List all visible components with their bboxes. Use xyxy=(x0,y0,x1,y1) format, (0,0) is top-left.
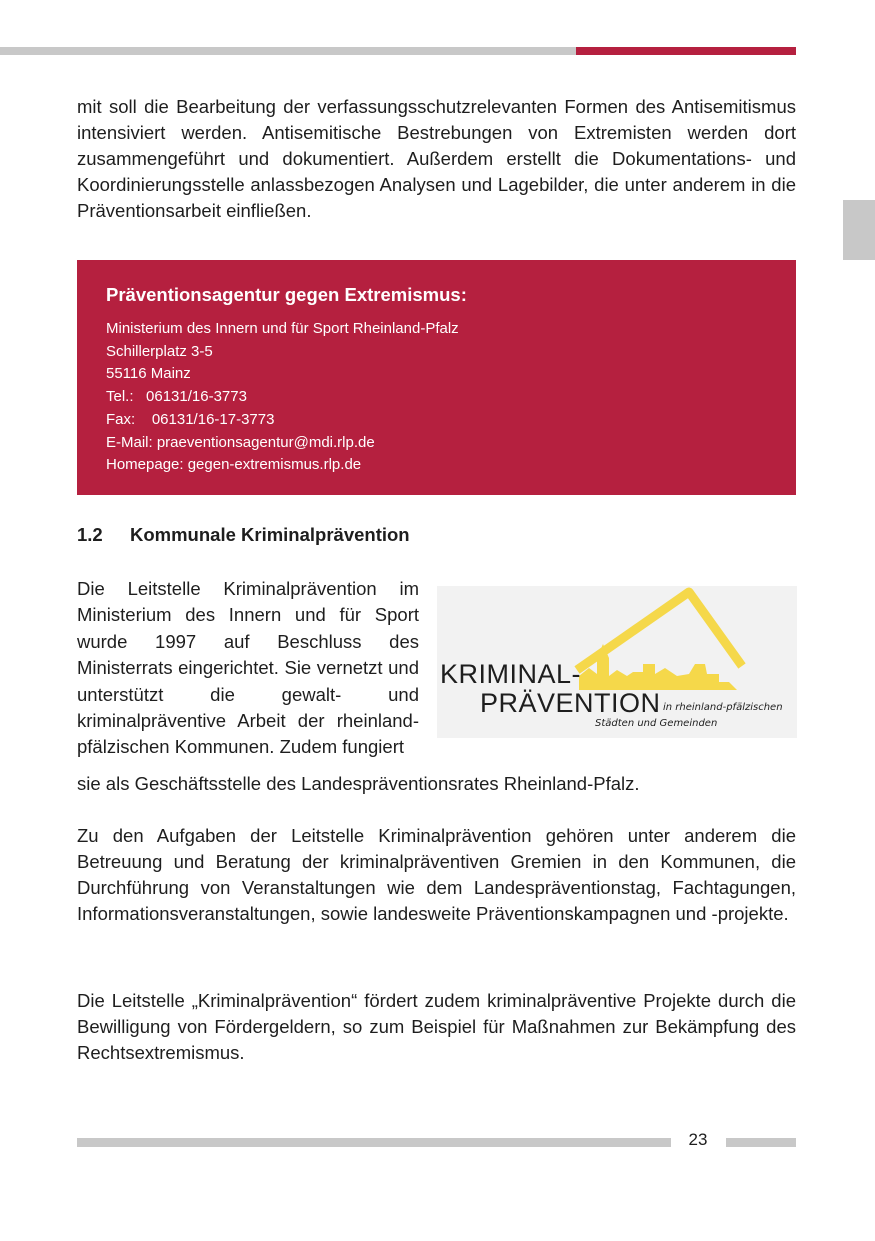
header-rule-red xyxy=(576,47,796,55)
contact-city: 55116 Mainz xyxy=(106,365,191,383)
leitstelle-paragraph: Die Leitstelle Kriminalprävention im Ministerium des Innern und für Sport wurde 1997 auf Beschluss des Ministerrats eingerichtet. Sie vernetzt und unterstützt die gewalt- und kriminalpräventive Arbeit der rheinland-pfälzischen Kommunen. Zudem fungiert xyxy=(77,578,419,758)
contact-email[interactable]: E-Mail: praeventionsagentur@mdi.rlp.de xyxy=(106,433,375,451)
logo-word-praevention: PRÄVENTION xyxy=(480,688,661,718)
leitstelle-paragraph-tail: sie als Geschäftsstelle des Landespräventionsrates Rheinland-Pfalz. xyxy=(77,773,640,794)
kriminalpraevention-logo xyxy=(437,586,797,738)
page-number: 23 xyxy=(688,1130,708,1149)
logo-word-kriminal: KRIMINAL- xyxy=(440,659,582,689)
contact-homepage[interactable]: Homepage: gegen-extremismus.rlp.de xyxy=(106,456,362,474)
contact-fax: Fax: 06131/16-17-3773 xyxy=(106,410,275,428)
logo-subtitle-2: Städten und Gemeinden xyxy=(595,718,718,729)
funding-paragraph: Die Leitstelle „Kriminalprävention“ fördert zudem kriminalpräventive Projekte durch die Bewilligung von Fördergeldern, so zum Beispiel für Maßnahmen zur Bekämpfung des Rechtsextremismus. xyxy=(77,990,796,1063)
chapter-side-tab xyxy=(843,200,875,260)
contact-box-title: Präventionsagentur gegen Extremismus: xyxy=(106,284,467,305)
footer-rule-left xyxy=(77,1138,671,1147)
footer-rule-right xyxy=(726,1138,796,1147)
section-number: 1.2 xyxy=(77,524,103,545)
contact-lines xyxy=(106,318,459,477)
intro-paragraph: mit soll die Bearbeitung der verfassungsschutzrelevanten Formen des Antisemitismus intensiviert werden. Antisemitische Bestrebungen von Extremisten werden dort zusammengeführt und dokumentiert. Außerdem erstellt die Dokumentations- und Koordinierungsstelle anlassbezogen Analysen und Lagebilder, die unter anderem in die Präventionsarbeit einfließen. xyxy=(77,96,796,221)
section-title: Kommunale Kriminalprävention xyxy=(130,524,410,545)
contact-phone: Tel.: 06131/16-3773 xyxy=(106,388,247,406)
logo-subtitle-1: in rheinland-pfälzischen xyxy=(663,702,783,713)
contact-ministry: Ministerium des Innern und für Sport Rheinland-Pfalz xyxy=(106,320,459,337)
contact-info-box xyxy=(77,260,796,495)
tasks-paragraph: Zu den Aufgaben der Leitstelle Kriminalprävention gehören unter anderem die Betreuung und Beratung der kriminalpräventiven Gremien in den Kommunen, die Durchführung von Veranstaltungen wie dem Landespräventionstag, Fachtagungen, Informationsveranstaltungen, sowie landesweite Präventionskampagnen und -projekte. xyxy=(77,825,796,924)
header-rule-grey xyxy=(0,47,576,55)
contact-street: Schillerplatz 3-5 xyxy=(106,342,213,360)
section-heading xyxy=(77,522,410,548)
